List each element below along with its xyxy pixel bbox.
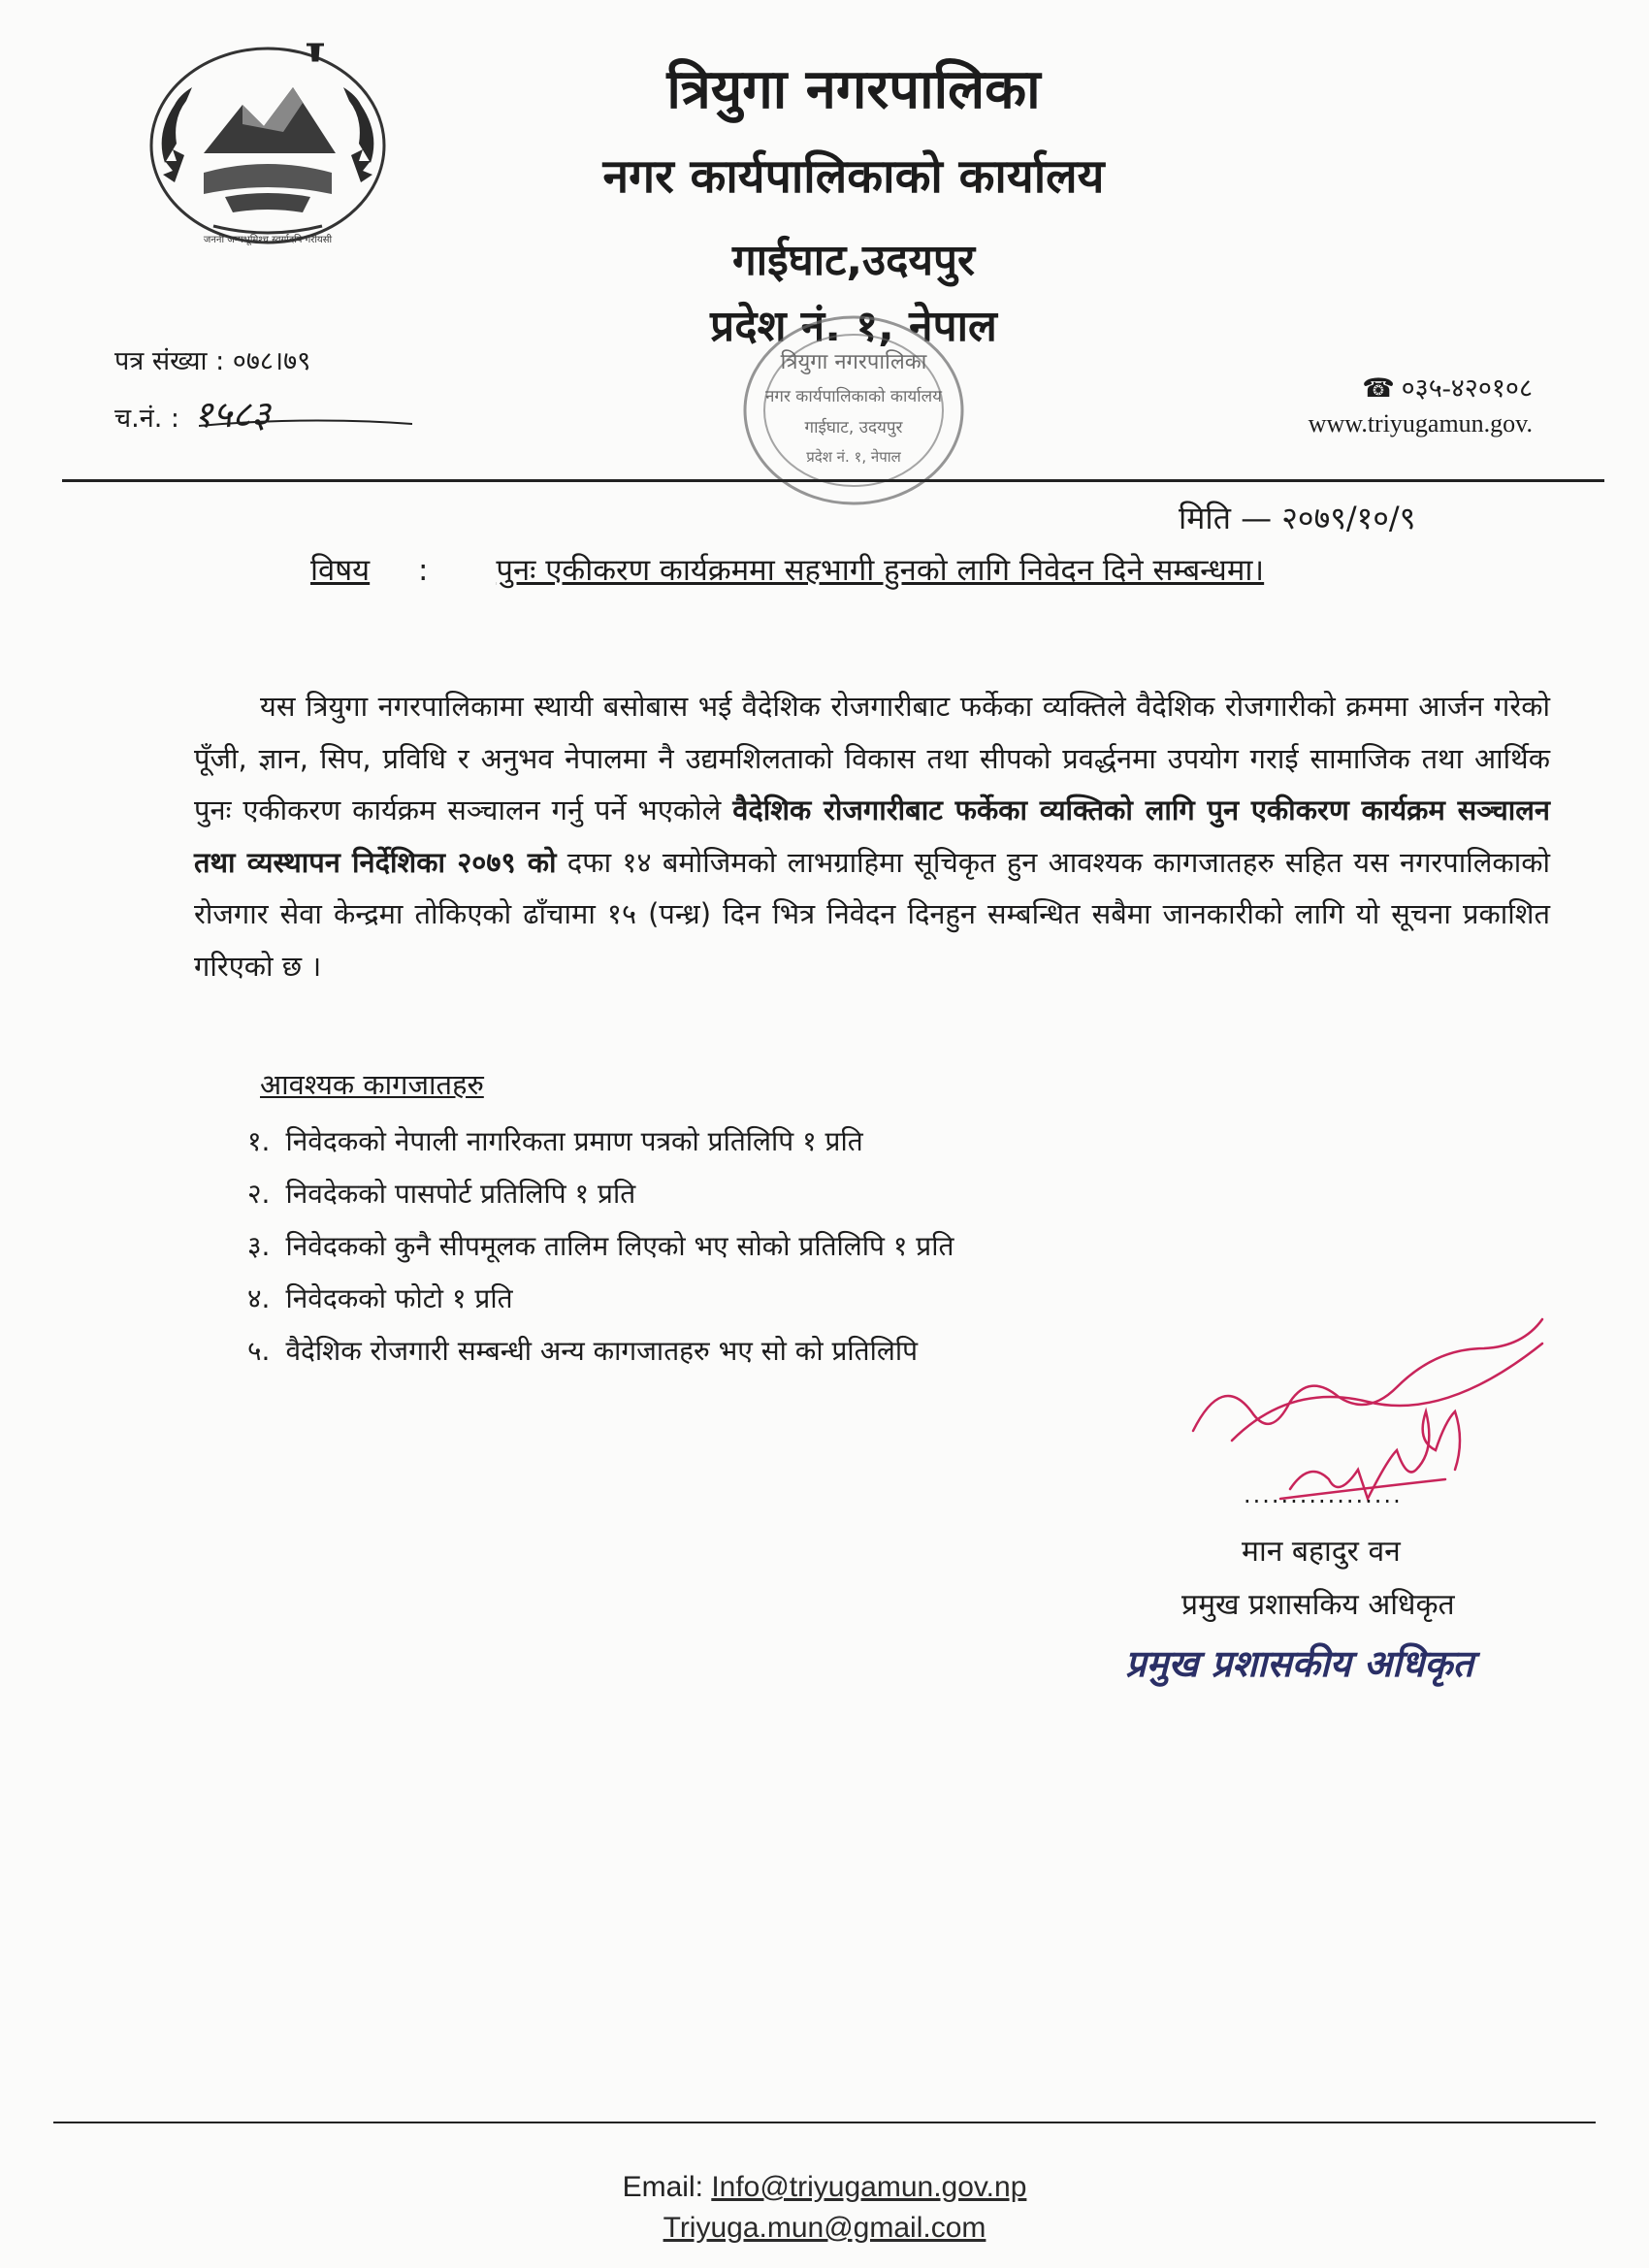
notice-body [194, 681, 1550, 992]
email-label: Email: [622, 2171, 703, 2203]
body-bold-directive: वैदेशिक रोजगारीबाट फर्केका व्यक्तिको लागि पुन एकीकरण कार्यक्रम सञ्चालन तथा व्यस्थापन निर्देशिका २०७९ को [194, 794, 1550, 879]
header-divider [62, 479, 1604, 482]
stamp-line-1: त्रियुगा नगरपालिका [780, 350, 927, 374]
body-part-1: यस त्रियुगा नगरपालिकामा स्थायी बसोबास भई वैदेशिक रोजगारीबाट फर्केका व्यक्तिले वैदेशिक रोजगारीको क्रममा आर्जन गरेको पूँजी, ज्ञान, सिप, प्रविधि र अनुभव नेपालमा नै उद्यमशिलताको विकास तथा सीपको प्रवर्द्धनमा उपयोग गराई सामाजिक तथा आर्थिक पुनः एकीकरण कार्यक्रम सञ्चालन गर्नु पर्ने भएकोले [194, 690, 1550, 826]
office-name: नगर कार्यपालिकाको कार्यालय [602, 149, 1105, 204]
body-part-2: दफा १४ बमोजिमको लाभग्राहिमा सूचिकृत हुन आवश्यक कागजातहरु सहित यस नगरपालिकाको रोजगार सेवा केन्द्रमा तोकिएको ढाँचामा १५ (पन्ध्र) दिन भित्र निवेदन दिनहुन सम्बन्धित सबैमा जानकारीको लागि यो सूचना प्रकाशित गरिएको छ । [194, 845, 1550, 983]
footer-email-line [0, 2171, 1649, 2204]
office-location: गाईघाट,उदयपुर [731, 236, 976, 285]
signature-dots: ................. [1244, 1481, 1403, 1508]
phone-value: ०३५-४२०१०८ [1401, 373, 1533, 403]
dispatch-underline [199, 412, 412, 432]
dispatch-number-label: च.नं. : [114, 404, 179, 434]
letter-number-value: ०७८।७९ [232, 346, 311, 376]
required-documents-title: आवश्यक कागजातहरु [260, 1068, 484, 1101]
letter-number [114, 341, 310, 377]
subject-separator: : [418, 553, 429, 588]
footer-email-line-2 [0, 2212, 1649, 2245]
nepal-government-emblem-icon [136, 37, 400, 262]
signatory-name: मान बहादुर वन [1242, 1535, 1401, 1569]
signatory-stamp: प्रमुख प्रशासकीय अधिकृत [1125, 1642, 1474, 1685]
list-item: ५. वैदेशिक रोजगारी सम्बन्धी अन्य कागजातहरु भए सो को प्रतिलिपि [247, 1335, 919, 1367]
email-link-2[interactable]: Triyuga.mun@gmail.com [663, 2212, 986, 2244]
emblem-caption: जननी जन्मभूमिश्च स्वर्गादपि गरीयसी [203, 235, 333, 245]
footer-divider [53, 2122, 1596, 2123]
dispatch-number-value: १५८३ [193, 393, 271, 436]
email-link-1[interactable]: Info@triyugamun.gov.np [711, 2171, 1027, 2203]
list-item: ३. निवेदकको कुनै सीपमूलक तालिम लिएको भए सोको प्रतिलिपि १ प्रति [247, 1230, 954, 1262]
list-item: ४. निवेदकको फोटो १ प्रति [247, 1282, 513, 1314]
signatory-title: प्रमुख प्रशासकिय अधिकृत [1181, 1588, 1455, 1622]
list-item: २. निवदेकको पासपोर्ट प्रतिलिपि १ प्रति [247, 1178, 636, 1210]
phone-number [1362, 369, 1533, 405]
stamp-line-3: गाईघाट, उदयपुर [804, 418, 903, 437]
website: www.triyugamun.gov. [1308, 409, 1533, 437]
subject-label: विषय [310, 553, 371, 588]
stamp-line-2: नगर कार्यपालिकाको कार्यालय [764, 387, 943, 406]
letter-date: मिति — २०७९/१०/९ [1179, 500, 1416, 536]
telephone-icon: ☎ [1362, 373, 1395, 403]
letter-number-label: पत्र संख्या : [114, 346, 225, 376]
list-item: १. निवेदकको नेपाली नागरिकता प्रमाण पत्रको प्रतिलिपि १ प्रति [247, 1125, 863, 1157]
province-country: प्रदेश नं. १, नेपाल [710, 302, 997, 351]
municipality-name: त्रियुगा नगरपालिका [666, 58, 1041, 121]
subject-text: पुनः एकीकरण कार्यक्रममा सहभागी हुनको लागि निवेदन दिने सम्बन्धमा। [496, 553, 1265, 588]
subject-line [310, 549, 1264, 590]
required-documents-list [247, 1116, 954, 1377]
stamp-line-4: प्रदेश नं. १, नेपाल [806, 448, 901, 466]
